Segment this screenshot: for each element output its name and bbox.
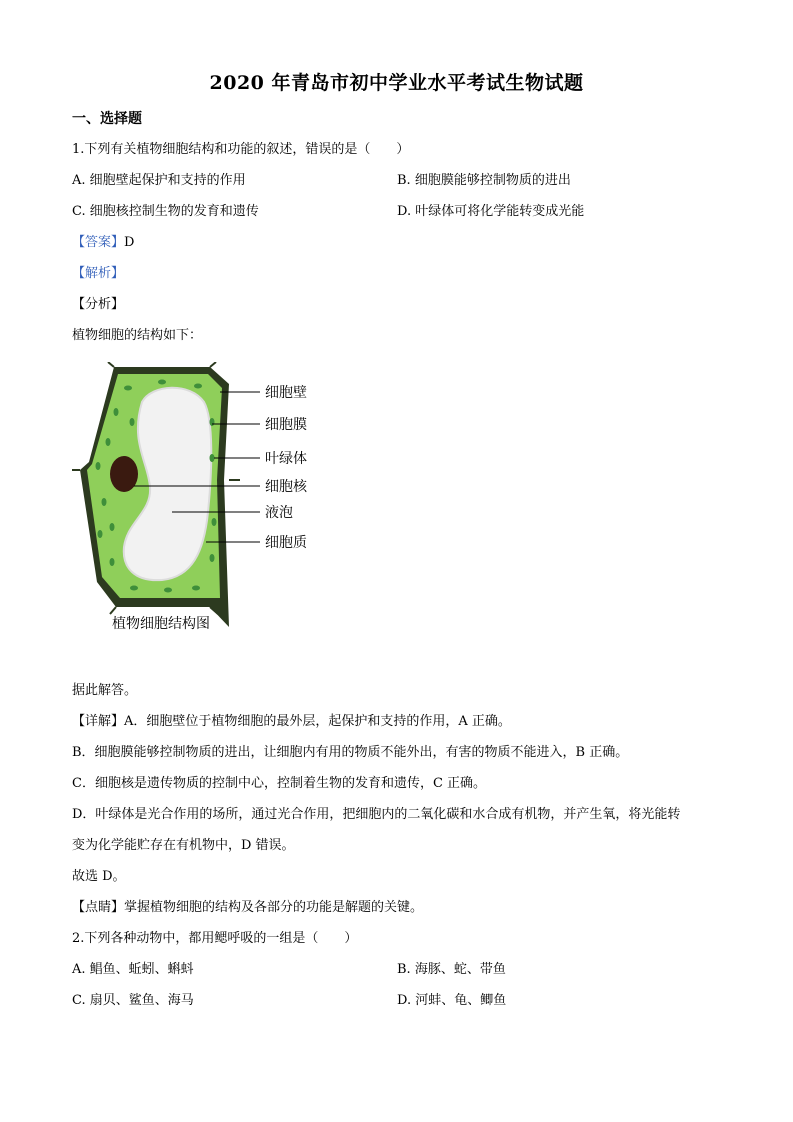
answer-line <box>72 234 134 252</box>
dianjing-note: 【点睛】掌握植物细胞的结构及各部分的功能是解题的关键。 <box>72 900 424 915</box>
detail-d-line-2: 变为化学能贮存在有机物中，D 错误。 <box>72 838 295 853</box>
question-1-option-d: D. 叶绿体可将化学能转变成光能 <box>397 204 585 219</box>
question-1-option-c: C. 细胞核控制生物的发育和遗传 <box>72 204 259 219</box>
label-vacuole: 液泡 <box>265 505 293 521</box>
question-2-option-b: B. 海豚、蛇、带鱼 <box>397 962 506 977</box>
nucleus-shape <box>110 456 138 492</box>
plant-cell-diagram <box>72 362 352 637</box>
label-cytoplasm: 细胞质 <box>265 535 307 551</box>
question-2-option-d: D. 河蚌、龟、鲫鱼 <box>397 993 507 1008</box>
label-nucleus: 细胞核 <box>265 479 307 495</box>
label-cell-membrane: 细胞膜 <box>265 417 307 433</box>
detail-b: B．细胞膜能够控制物质的进出，让细胞内有用的物质不能外出，有害的物质不能进入，B 正确。 <box>72 745 629 760</box>
figure-caption: 植物细胞结构图 <box>112 616 210 632</box>
question-2-option-c: C. 扇贝、鲨鱼、海马 <box>72 993 194 1008</box>
fenxi-label: 【分析】 <box>72 297 125 312</box>
answer-label: 【答案】 <box>72 235 125 250</box>
question-2-stem: 2.下列各种动物中，都用鳃呼吸的一组是（ ） <box>72 931 358 946</box>
choose-answer: 故选 D。 <box>72 869 126 884</box>
label-cell-wall: 细胞壁 <box>265 385 307 401</box>
question-1-option-b: B. 细胞膜能够控制物质的进出 <box>397 173 571 188</box>
page-title: 2020 年青岛市初中学业水平考试生物试题 <box>209 72 584 94</box>
question-2-option-a: A. 鲳鱼、蚯蚓、蝌蚪 <box>72 962 194 977</box>
conclusion-pre: 据此解答。 <box>72 683 138 698</box>
detail-d-line-1: D．叶绿体是光合作用的场所，通过光合作用，把细胞内的二氧化碳和水合成有机物，并产生氧，将光能转 <box>72 807 681 822</box>
detail-a: 【详解】A．细胞壁位于植物细胞的最外层，起保护和支持的作用，A 正确。 <box>72 714 511 729</box>
question-1-stem: 1.下列有关植物细胞结构和功能的叙述，错误的是（ ） <box>72 142 410 157</box>
label-chloroplast: 叶绿体 <box>265 451 307 467</box>
answer-value: D <box>124 235 135 250</box>
figure-intro: 植物细胞的结构如下： <box>72 328 203 343</box>
question-1-option-a: A. 细胞壁起保护和支持的作用 <box>72 173 246 188</box>
section-heading: 一、选择题 <box>72 111 142 127</box>
detail-c: C．细胞核是遗传物质的控制中心，控制着生物的发育和遗传，C 正确。 <box>72 776 487 791</box>
analysis-label: 【解析】 <box>72 266 125 281</box>
